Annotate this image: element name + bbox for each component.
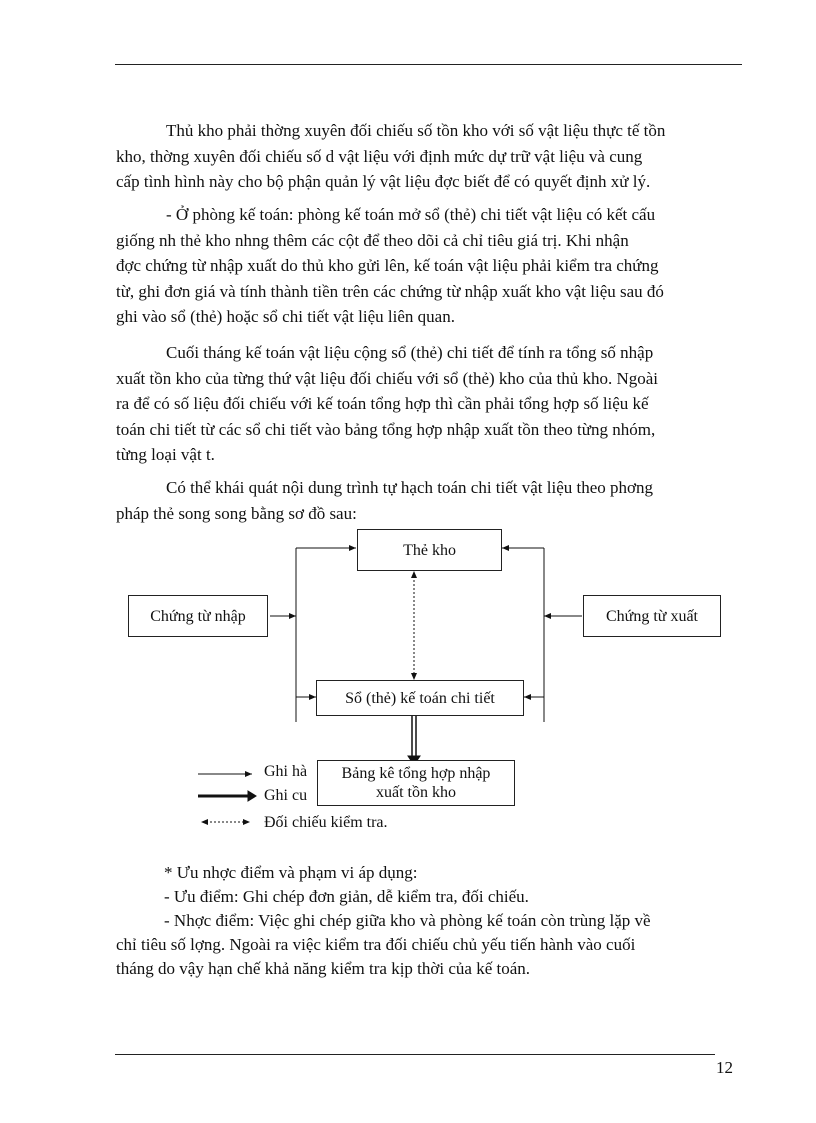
the-kho-box <box>357 529 502 571</box>
page-number: 12 <box>716 1058 733 1077</box>
legend-month-end: Ghi cu <box>264 787 308 804</box>
so-the-ke-toan-label: Sổ (thẻ) kế toán chi tiết <box>345 689 495 707</box>
text-line: pháp thẻ song song bằng sơ đồ sau: <box>116 503 357 523</box>
bang-ke-box <box>317 760 515 806</box>
bang-ke-label-line2: xuất tồn kho <box>376 784 456 801</box>
text-line: * Ưu nhợc điểm và phạm vi áp dụng: <box>164 863 418 882</box>
text-line: từng loại vật t. <box>116 445 215 464</box>
chung-tu-xuat-box <box>583 595 721 637</box>
text-line: ra để có số liệu đối chiếu với kế toán tổng hợp thì cần phải tổng hợp số liệu kế <box>116 394 649 413</box>
paragraph-pros-cons <box>116 861 740 981</box>
text-line: Có thể khái quát nội dung trình tự hạch toán chi tiết vật liệu theo phơng <box>166 478 654 497</box>
text-line: Cuối tháng kế toán vật liệu cộng sổ (thẻ) chi tiết để tính ra tổng số nhập <box>166 343 654 362</box>
bang-ke-label-line1: Bảng kê tổng hợp nhập <box>341 765 491 782</box>
chung-tu-xuat-label: Chứng từ xuất <box>605 607 698 625</box>
text-line: từ, ghi đơn giá và tính thành tiền trên các chứng từ nhập xuất kho vật liệu sau đó <box>116 281 664 301</box>
legend-check: Đối chiếu kiểm tra. <box>264 814 388 831</box>
text-line: - Ưu điểm: Ghi chép đơn giản, dễ kiểm tra, đối chiếu. <box>164 887 529 906</box>
text-line: đợc chứng từ nhập xuất do thủ kho gửi lên, kế toán vật liệu phải kiểm tra chứng <box>116 256 659 275</box>
text-line: xuất tồn kho của từng thứ vật liệu đối chiếu với sổ (thẻ) kho của thủ kho. Ngoài <box>116 368 659 388</box>
text-line: toán chi tiết từ các sổ chi tiết vào bảng tổng hợp nhập xuất tồn theo từng nhóm, <box>116 419 656 439</box>
text-line: kho, thờng xuyên đối chiếu số d vật liệu với định mức dự trữ vật liệu và cung <box>116 146 643 166</box>
text-line: - Ở phòng kế toán: phòng kế toán mở sổ (thẻ) chi tiết vật liệu có kết cấu <box>166 205 656 224</box>
text-line: chỉ tiêu số lợng. Ngoài ra việc kiểm tra đối chiếu chủ yếu tiến hành vào cuối <box>116 935 636 954</box>
chung-tu-nhap-box <box>128 595 268 637</box>
text-line: giống nh thẻ kho nhng thêm các cột để theo dõi cả chỉ tiêu giá trị. Khi nhận <box>116 230 629 250</box>
text-line: tháng do vậy hạn chế khả năng kiểm tra kịp thời của kế toán. <box>116 959 531 978</box>
text-line: ghi vào sổ (thẻ) hoặc sổ chi tiết vật liệu liên quan. <box>116 307 455 326</box>
legend-double-arrow-head <box>248 791 256 801</box>
footer-rule <box>115 1054 715 1055</box>
text-line: Thủ kho phải thờng xuyên đối chiếu số tồn kho với số vật liệu thực tế tồn <box>166 121 666 140</box>
chung-tu-nhap-label: Chứng từ nhập <box>150 607 246 625</box>
legend-daily: Ghi hà <box>264 763 308 780</box>
text-line: cấp tình hình này cho bộ phận quản lý vật liệu đợc biết để có quyết định xử lý. <box>116 172 651 191</box>
so-the-ke-toan-box <box>316 680 524 716</box>
text-line: - Nhợc điểm: Việc ghi chép giữa kho và phòng kế toán còn trùng lặp về <box>164 911 651 930</box>
the-kho-label: Thẻ kho <box>403 541 456 559</box>
